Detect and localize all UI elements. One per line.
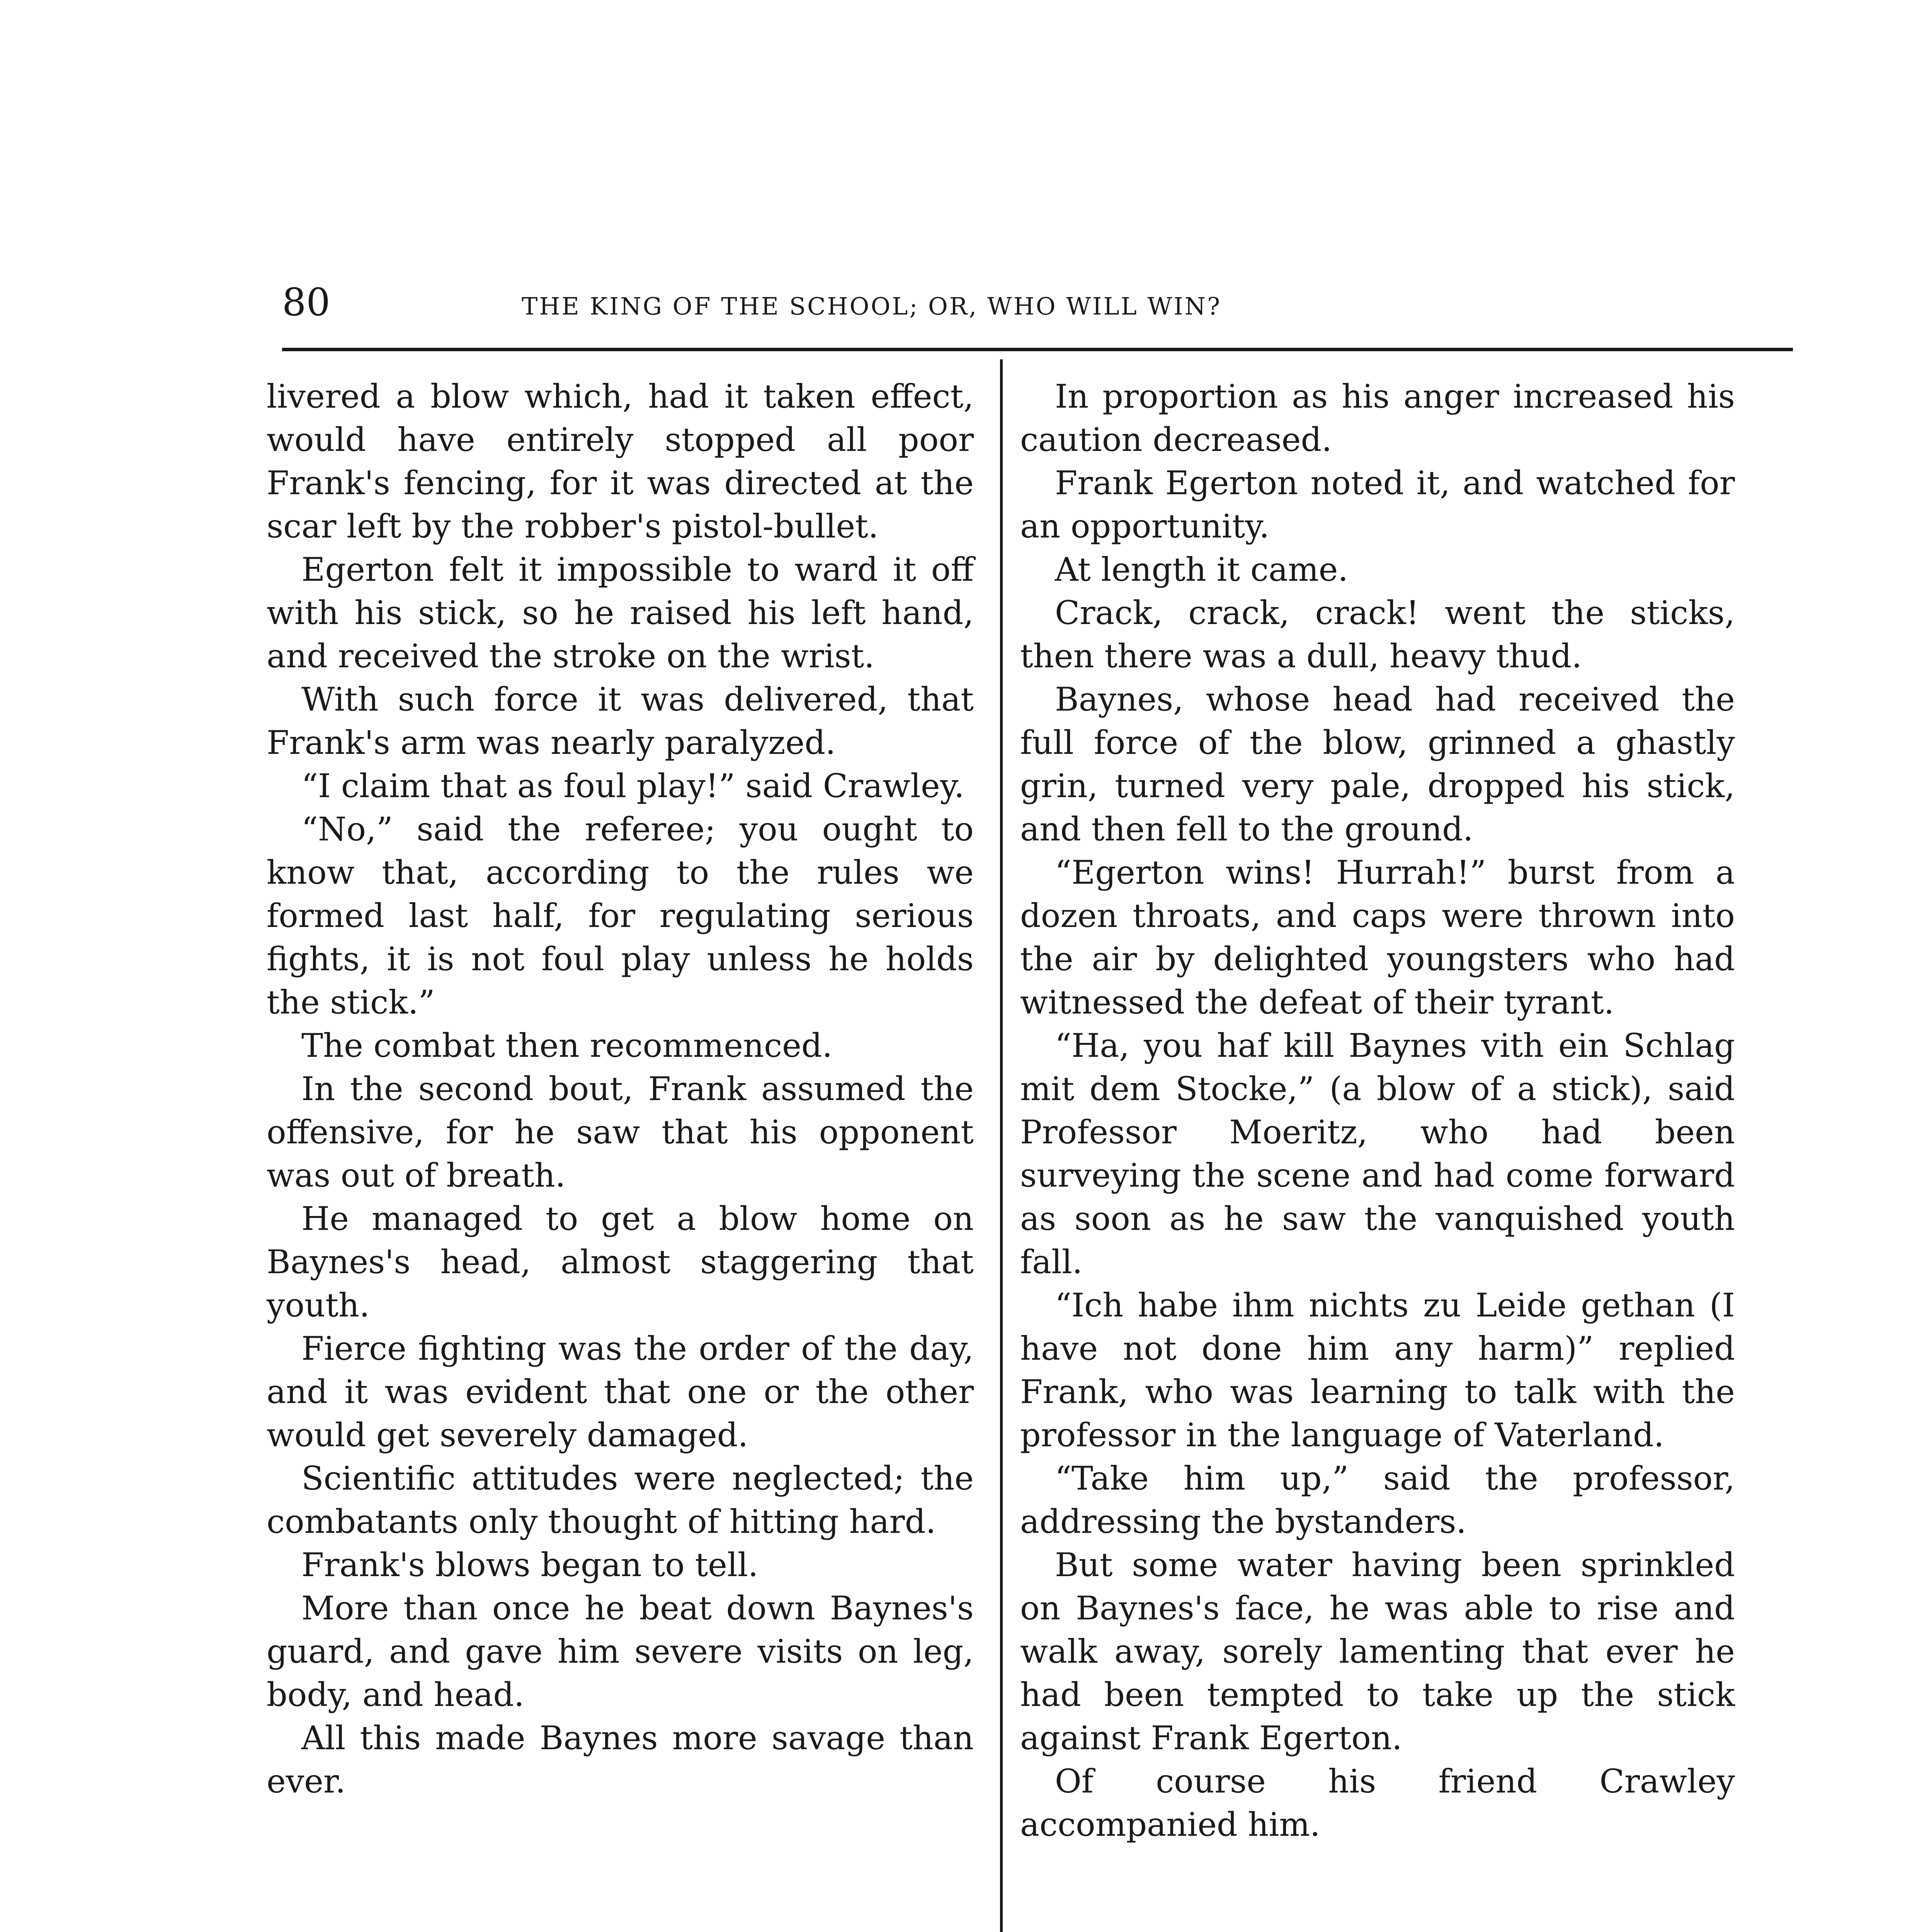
- paragraph: “Ha, you haf kill Baynes vith ein Schlag mit dem Stocke,” (a blow of a stick), said Professor Moeritz, who had been surveying the scene and had come forward as soon as he saw the vanquished youth fall.: [1020, 1027, 1735, 1281]
- running-head: THE KING OF THE SCHOOL; OR, WHO WILL WIN?: [522, 292, 1222, 320]
- paragraph: More than once he beat down Baynes's guard, and gave him severe visits on leg, body, and head.: [267, 1589, 974, 1714]
- paragraph: “No,” said the referee; you ought to know that, according to the rules we formed last half, for regulating serious fights, it is not foul play unless he holds the stick.”: [267, 810, 974, 1021]
- paragraph: He managed to get a blow home on Baynes's head, almost staggering that youth.: [267, 1200, 974, 1324]
- paragraph: Of course his friend Crawley accompanied him.: [1020, 1762, 1735, 1844]
- left-column-top: [267, 375, 974, 1803]
- paragraph: In proportion as his anger increased his caution decreased.: [1020, 378, 1735, 459]
- paragraph: But some water having been sprinkled on Baynes's face, he was able to rise and walk away, sorely lamenting that ever he had been tempted to take up the stick against Frank Egerton.: [1020, 1546, 1735, 1757]
- paragraph: Frank's blows began to tell.: [301, 1546, 759, 1584]
- paragraph: Baynes, whose head had received the full force of the blow, grinned a ghastly grin, turned very pale, dropped his stick, and then fell to the ground.: [1020, 680, 1735, 848]
- header-rule: [282, 348, 1793, 355]
- page-number: 80: [282, 281, 330, 325]
- paragraph: Crack, crack, crack! went the sticks, then there was a dull, heavy thud.: [1020, 594, 1735, 675]
- page-header: [282, 277, 1789, 328]
- paragraph: livered a blow which, had it taken effect, would have entirely stopped all poor Frank's fencing, for it was directed at the scar left by the robber's pistol-bullet.: [267, 378, 974, 545]
- paragraph: Scientific attitudes were neglected; the combatants only thought of hitting hard.: [267, 1459, 974, 1541]
- column-divider-top: [1000, 359, 1003, 1932]
- paragraph: Egerton felt it impossible to ward it off with his stick, so he raised his left hand, and received the stroke on the wrist.: [267, 551, 974, 675]
- right-column-top: [1020, 375, 1735, 1846]
- paragraph: Fierce fighting was the order of the day, and it was evident that one or the other would get severely damaged.: [267, 1330, 974, 1454]
- paragraph: “I claim that as foul play!” said Crawley.: [301, 767, 964, 805]
- paragraph: With such force it was delivered, that Frank's arm was nearly paralyzed.: [267, 680, 974, 762]
- paragraph: Frank Egerton noted it, and watched for an opportunity.: [1020, 464, 1735, 545]
- paragraph: “Egerton wins! Hurrah!” burst from a dozen throats, and caps were thrown into the air by delighted youngsters who had witnessed the defeat of their tyrant.: [1020, 854, 1735, 1021]
- paragraph: The combat then recommenced.: [301, 1027, 833, 1065]
- paragraph: In the second bout, Frank assumed the offensive, for he saw that his opponent was out of breath.: [267, 1070, 974, 1194]
- paragraph: At length it came.: [1055, 551, 1349, 588]
- paragraph: All this made Baynes more savage than ever.: [267, 1719, 974, 1800]
- paragraph: “Take him up,” said the professor, addressing the bystanders.: [1020, 1459, 1735, 1541]
- paragraph: “Ich habe ihm nichts zu Leide gethan (I have not done him any harm)” replied Frank, who was learning to talk with the professor in the language of Vaterland.: [1020, 1286, 1735, 1454]
